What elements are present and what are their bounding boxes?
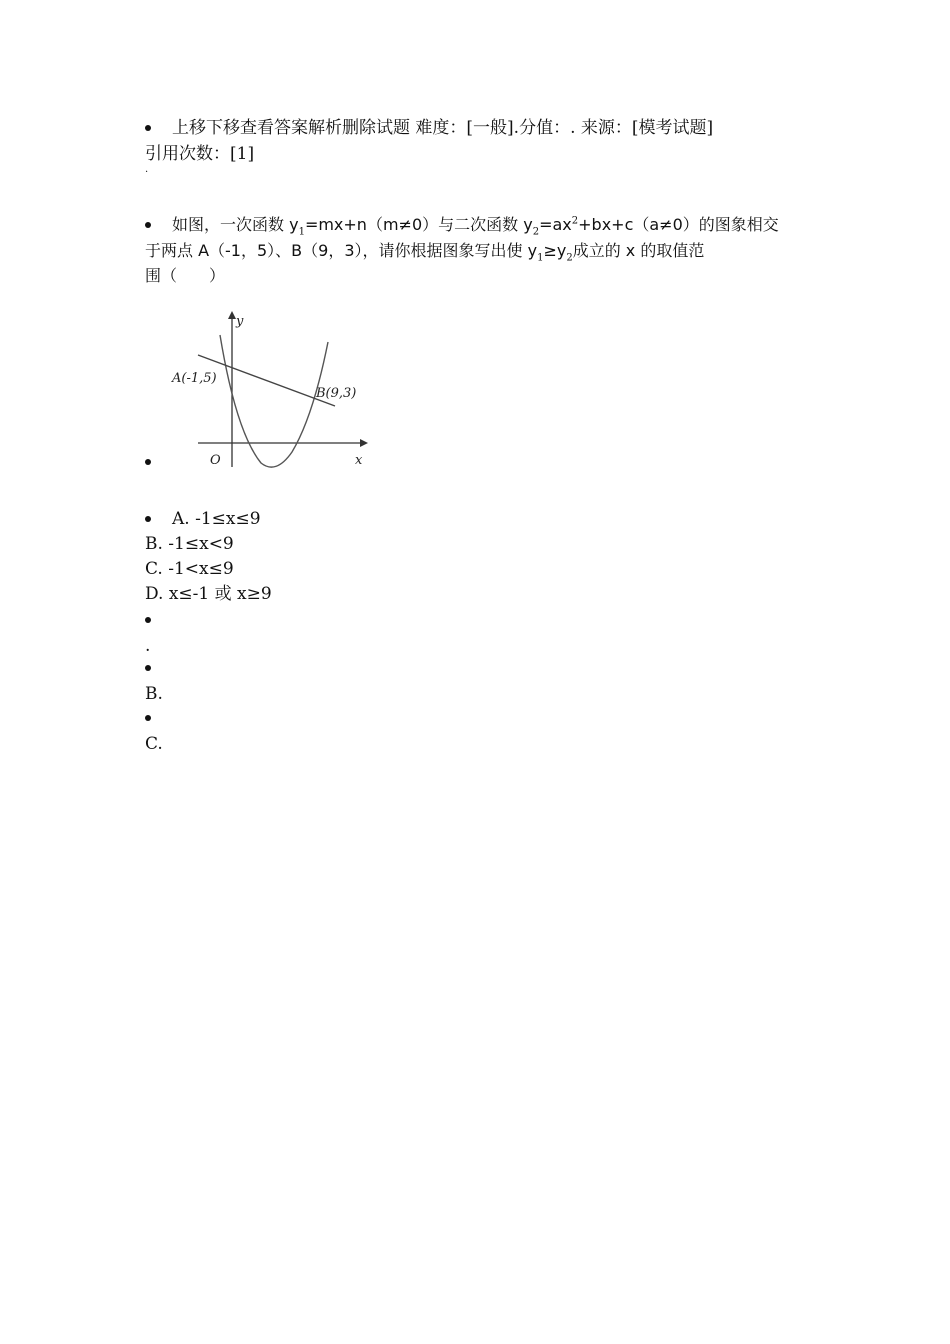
y-axis-label: y bbox=[236, 314, 244, 329]
parabola-curve bbox=[220, 335, 328, 467]
option-a[interactable]: A. -1≤x≤9 bbox=[172, 509, 261, 529]
linear-function-line bbox=[198, 355, 335, 406]
x-axis-arrow-icon bbox=[360, 439, 368, 447]
question-text: 如图，一次函数 y bbox=[172, 215, 299, 234]
bullet bbox=[145, 459, 151, 465]
subscript: 1 bbox=[298, 226, 305, 238]
question-text-line-1 bbox=[172, 212, 779, 238]
trailing-option-b: B. bbox=[145, 684, 163, 704]
subscript: 2 bbox=[566, 252, 573, 264]
option-d[interactable]: D. x≤-1 或 x≥9 bbox=[145, 584, 272, 604]
question-text-line-2 bbox=[145, 238, 704, 264]
superscript: 2 bbox=[571, 215, 579, 227]
bullet bbox=[145, 125, 151, 131]
question-meta-reference-count: 引用次数：[1] bbox=[145, 144, 255, 164]
option-b[interactable]: B. -1≤x<9 bbox=[145, 534, 234, 554]
trailing-option-c: C. bbox=[145, 734, 163, 754]
question-text: ≥y bbox=[543, 241, 567, 260]
subscript: 1 bbox=[537, 252, 544, 264]
subscript: 2 bbox=[532, 226, 540, 238]
question-text: +bx+c（a≠0）的图象相交 bbox=[578, 215, 779, 234]
question-text: =ax bbox=[539, 215, 572, 234]
point-a-label: A(-1,5) bbox=[172, 371, 217, 386]
question-text: =mx+n（m≠0）与二次函数 y bbox=[304, 215, 533, 234]
question-meta-toolbar[interactable]: 上移下移查看答案解析删除试题 难度：[一般].分值：. 来源：[模考试题] bbox=[172, 118, 714, 138]
function-graph-figure bbox=[168, 307, 373, 472]
bullet bbox=[145, 516, 151, 522]
stray-dot: . bbox=[145, 164, 149, 175]
bullet bbox=[145, 715, 151, 721]
option-c[interactable]: C. -1<x≤9 bbox=[145, 559, 234, 579]
point-b-label: B(9,3) bbox=[316, 386, 357, 401]
bullet bbox=[145, 665, 151, 671]
y-axis-arrow-icon bbox=[228, 311, 236, 319]
bullet bbox=[145, 617, 151, 623]
trailing-dot: . bbox=[145, 636, 151, 656]
bullet bbox=[145, 222, 151, 228]
x-axis-label: x bbox=[355, 453, 363, 468]
question-text: 于两点 A（-1，5）、B（9，3），请你根据图象写出使 y bbox=[145, 241, 538, 260]
origin-label: O bbox=[210, 453, 221, 468]
question-text-line-3: 围（ ） bbox=[145, 266, 226, 285]
question-text: 成立的 x 的取值范 bbox=[572, 241, 705, 260]
